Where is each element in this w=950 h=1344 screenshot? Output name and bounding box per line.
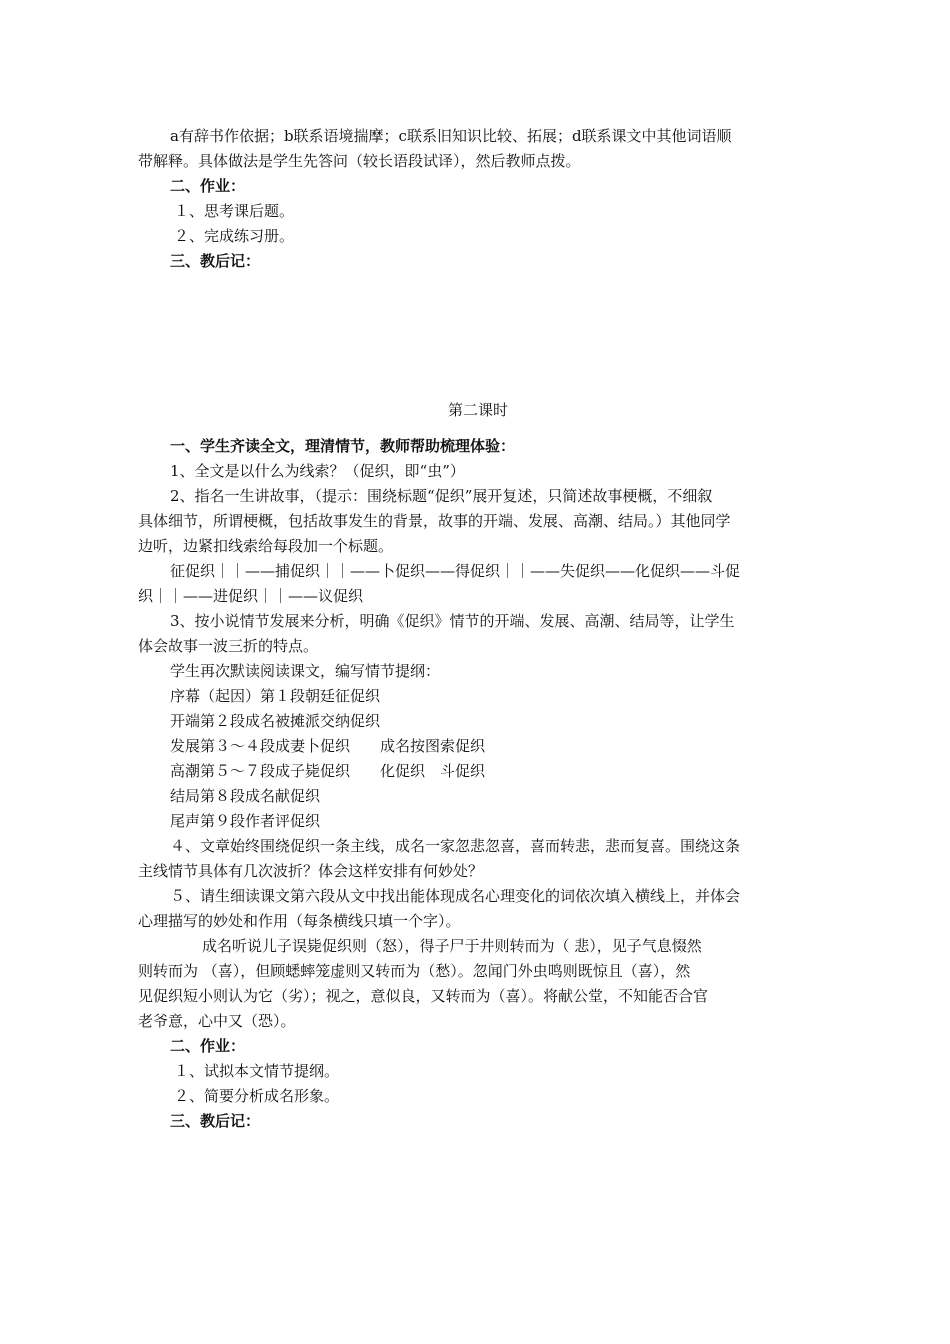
- question-line: 具体细节，所谓梗概，包括故事发生的背景，故事的开端、发展、高潮、结局。）其他同学: [138, 512, 731, 530]
- question-line: 边听，边紧扣线索给每段加一个标题。: [138, 537, 394, 555]
- section-heading: 一、学生齐读全文，理清情节，教师帮助梳理体验：: [170, 437, 516, 455]
- question-line: ５、请生细读课文第六段从文中找出能体现成名心理变化的词依次填入横线上，并体会: [170, 887, 741, 905]
- homework-heading: 二、作业：: [170, 1037, 246, 1055]
- outline-item: 发展第３～４段成妻卜促织 成名按图索促织: [170, 737, 486, 755]
- notes-heading: 三、教后记：: [170, 1112, 261, 1130]
- question-line: ４、文章始终围绕促织一条主线，成名一家忽悲忽喜，喜而转悲，悲而复喜。围绕这条: [170, 837, 741, 855]
- outline-item: 高潮第５～７段成子毙促织 化促织 斗促织: [170, 762, 486, 780]
- outline-item: 结局第８段成名献促织: [170, 787, 321, 805]
- question-line: 心理描写的妙处和作用（每条横线只填一个字）。: [138, 912, 461, 930]
- outline-item: 序幕（起因）第１段朝廷征促织: [170, 687, 381, 705]
- homework-item: ２、简要分析成名形象。: [174, 1087, 340, 1105]
- plot-chain-line: 征促织｜｜——捕促织｜｜——卜促织——得促织｜｜——失促织——化促织——斗促: [170, 562, 741, 580]
- question-line: 主线情节具体有几次波折？体会这样安排有何妙处？: [138, 862, 484, 880]
- notes-heading: 三、教后记：: [170, 252, 261, 270]
- plot-chain-line: 织｜｜——进促织｜｜——议促织: [138, 587, 364, 605]
- question-line: 2、指名一生讲故事，（提示：围绕标题“促织”展开复述，只简述故事梗概，不细叙: [170, 487, 713, 505]
- lesson-title: 第二课时: [447, 401, 508, 419]
- fill-blank-line: 则转而为 （喜），但顾蟋蟀笼虚则又转而为（愁）。忽闻门外虫鸣则既惊且（喜），然: [138, 962, 691, 980]
- homework-item: １、试拟本文情节提纲。: [174, 1062, 340, 1080]
- homework-item: １、思考课后题。: [174, 202, 295, 220]
- fill-blank-line: 成名听说儿子误毙促织则（怒），得子尸于井则转而为（ 悲），见子气息惙然: [202, 937, 702, 955]
- question-line: 3、按小说情节发展来分析，明确《促织》情节的开端、发展、高潮、结局等，让学生: [170, 612, 735, 630]
- fill-blank-line: 见促织短小则认为它（劣）；视之，意似良，又转而为（喜）。将献公堂，不知能否合官: [138, 987, 709, 1005]
- homework-item: ２、完成练习册。: [174, 227, 295, 245]
- outline-intro: 学生再次默读阅读课文，编写情节提纲：: [170, 662, 441, 680]
- paragraph-line: a有辞书作依据；b联系语境揣摩；c联系旧知识比较、拓展；d联系课文中其他词语顺: [170, 127, 732, 145]
- paragraph-line: 带解释。具体做法是学生先答问（较长语段试译），然后教师点拨。: [138, 152, 581, 170]
- question-line: 体会故事一波三折的特点。: [138, 637, 319, 655]
- homework-heading: 二、作业：: [170, 177, 246, 195]
- outline-item: 开端第２段成名被摊派交纳促织: [170, 712, 381, 730]
- fill-blank-line: 老爷意，心中又（恐）。: [138, 1012, 296, 1030]
- question-line: 1、全文是以什么为线索？（促织，即“虫”）: [170, 462, 465, 480]
- outline-item: 尾声第９段作者评促织: [170, 812, 321, 830]
